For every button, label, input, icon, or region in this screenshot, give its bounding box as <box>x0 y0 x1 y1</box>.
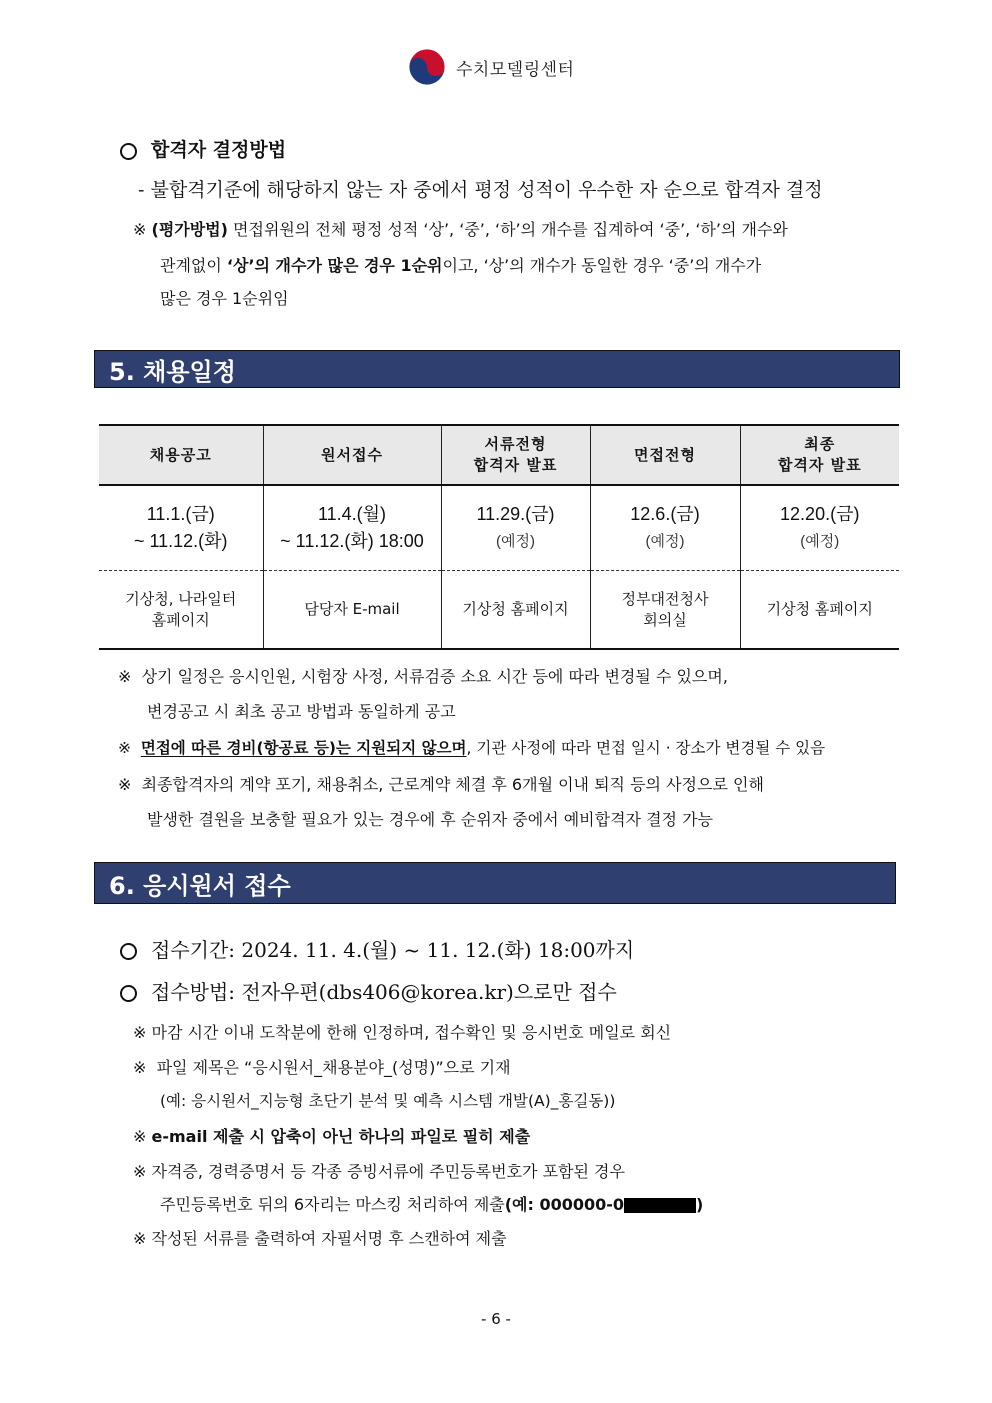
date-cell: 11.4.(월) ~ 11.12.(화) 18:00 <box>263 485 441 571</box>
application-note2-example: (예: 응시원서_지능형 초단기 분석 및 예측 시스템 개발(A)_홍길동)) <box>160 1092 616 1110</box>
header-cell: 원서접수 <box>263 425 441 485</box>
circle-bullet-icon <box>120 943 137 960</box>
circle-bullet-icon <box>120 143 137 160</box>
taegeuk-logo-icon <box>408 48 446 86</box>
place-cell: 담당자 E-mail <box>263 571 441 650</box>
schedule-table <box>99 424 899 650</box>
schedule-header-row <box>99 425 899 485</box>
org-name: 수치모델링센터 <box>456 59 575 80</box>
application-method: 접수방법: 전자우편(dbs406@korea.kr)으로만 접수 <box>120 976 617 1005</box>
header-cell: 서류전형 합격자 발표 <box>441 425 590 485</box>
place-cell: 기상청, 나라일터 홈페이지 <box>99 571 263 650</box>
header-cell: 면접전형 <box>590 425 740 485</box>
section6-title: 6. 응시원서 접수 <box>94 862 896 904</box>
pass-method-line: - 불합격기준에 해당하지 않는 자 중에서 평정 성적이 우수한 자 순으로 합격자 결정 <box>138 179 823 201</box>
application-note2: ※ 파일 제목은 “응시원서_채용분야_(성명)”으로 기재 <box>133 1058 511 1077</box>
application-period: 접수기간: 2024. 11. 4.(월) ~ 11. 12.(화) 18:00까지 <box>120 934 634 963</box>
date-cell: 12.6.(금) (예정) <box>590 485 740 571</box>
place-cell: 기상청 홈페이지 <box>740 571 899 650</box>
pass-method-title: 합격자 결정방법 <box>151 139 287 161</box>
page-number: - 6 - <box>481 1310 511 1328</box>
schedule-dates-row <box>99 485 899 571</box>
application-note3: ※ e-mail 제출 시 압축이 아닌 하나의 파일로 필히 제출 <box>133 1127 531 1146</box>
schedule-note3-line1: ※ 최종합격자의 계약 포기, 채용취소, 근로계약 체결 후 6개월 이내 퇴직 등의 사정으로 인해 <box>118 775 764 794</box>
place-cell: 기상청 홈페이지 <box>441 571 590 650</box>
application-note4-line1: ※ 자격증, 경력증명서 등 각종 증빙서류에 주민등록번호가 포함된 경우 <box>133 1162 625 1181</box>
redaction-mask <box>624 1198 696 1213</box>
page-header <box>408 44 574 90</box>
schedule-note1-line1: ※ 상기 일정은 응시인원, 시험장 사정, 서류검증 소요 시간 등에 따라 변경될 수 있으며, <box>118 667 728 686</box>
schedule-note1-line2: 변경공고 시 최초 공고 방법과 동일하게 공고 <box>147 702 456 721</box>
application-note1: ※ 마감 시간 이내 도착분에 한해 인정하며, 접수확인 및 응시번호 메일로 회신 <box>133 1023 672 1042</box>
application-note5: ※ 작성된 서류를 출력하여 자필서명 후 스캔하여 제출 <box>133 1229 507 1248</box>
date-cell: 11.1.(금) ~ 11.12.(화) <box>99 485 263 571</box>
section5-title: 5. 채용일정 <box>94 350 900 388</box>
place-cell: 정부대전청사 회의실 <box>590 571 740 650</box>
schedule-note3-line2: 발생한 결원을 보충할 필요가 있는 경우에 후 순위자 중에서 예비합격자 결정 가능 <box>147 810 713 829</box>
date-cell: 11.29.(금) (예정) <box>441 485 590 571</box>
application-note4-line2: 주민등록번호 뒤의 6자리는 마스킹 처리하여 제출(예: 000000-0 ) <box>160 1195 704 1214</box>
header-cell: 최종 합격자 발표 <box>740 425 899 485</box>
schedule-note2: ※ 면접에 따른 경비(항공료 등)는 지원되지 않으며, 기관 사정에 따라 면접 일시 · 장소가 변경될 수 있음 <box>118 739 826 757</box>
header-cell: 채용공고 <box>99 425 263 485</box>
pass-note-line1: ※ (평가방법) 면접위원의 전체 평정 성적 ‘상’, ‘중’, ‘하’의 개수를 집계하여 ‘중’, ‘하’의 개수와 <box>133 220 788 239</box>
pass-note-line3: 많은 경우 1순위임 <box>160 289 289 308</box>
pass-method-heading <box>120 135 286 162</box>
date-cell: 12.20.(금) (예정) <box>740 485 899 571</box>
circle-bullet-icon <box>120 985 137 1002</box>
pass-note-line2: 관계없이 ‘상’의 개수가 많은 경우 1순위이고, ‘상’의 개수가 동일한 경우 ‘중’의 개수가 <box>160 256 762 275</box>
schedule-places-row <box>99 571 899 650</box>
